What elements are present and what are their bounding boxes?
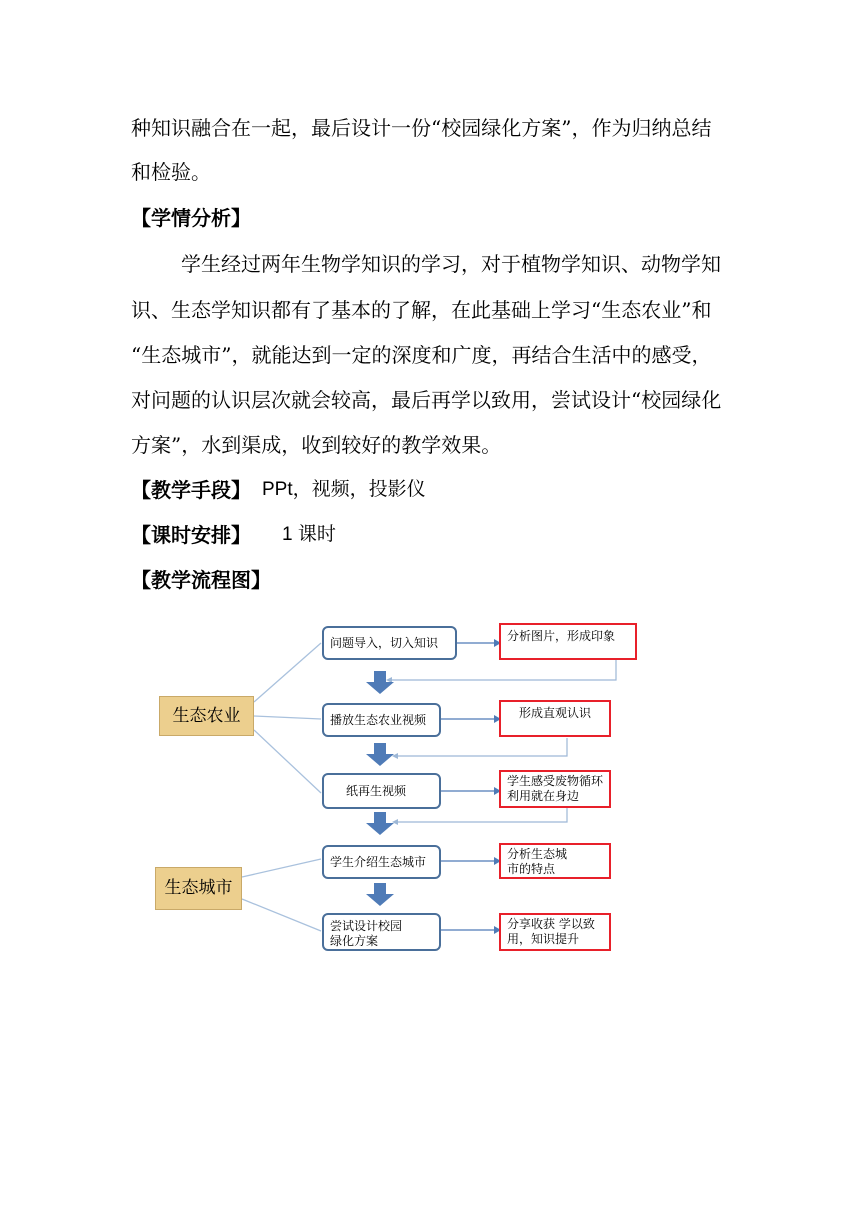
down-arrow-icon [366, 743, 394, 766]
arrowhead-icon [392, 753, 398, 759]
flow-outcome-5: 分享收获 学以致用，知识提升 [499, 913, 611, 951]
connector-line [254, 730, 321, 793]
flow-outcome-4: 分析生态城市的特点 [499, 843, 611, 879]
feedback-line [392, 660, 616, 680]
category-eco-agriculture: 生态农业 [159, 696, 254, 736]
analysis-line-1: 学生经过两年生物学知识的学习，对于植物学知识、动物学知 [181, 252, 721, 276]
schedule-value: 1 课时 [282, 524, 336, 545]
connector-line [254, 716, 321, 719]
intro-line-2: 和检验。 [131, 160, 211, 184]
flow-step-5: 尝试设计校园绿化方案 [322, 913, 441, 951]
category-eco-city: 生态城市 [155, 867, 242, 910]
arrowhead-icon [386, 677, 392, 683]
analysis-line-4: 对问题的认识层次就会较高，最后再学以致用，尝试设计“校园绿化 [131, 388, 722, 412]
arrowhead-icon [392, 819, 398, 825]
flow-step-4: 学生介绍生态城市 [322, 845, 441, 879]
analysis-heading: 【学情分析】 [131, 206, 251, 230]
flow-step-3: 纸再生视频 [322, 773, 441, 809]
feedback-line [398, 808, 567, 822]
down-arrow-icon [366, 671, 394, 694]
flow-outcome-3: 学生感受废物循环利用就在身边 [499, 770, 611, 808]
down-arrow-icon [366, 812, 394, 835]
down-arrow-icon [366, 883, 394, 906]
analysis-line-2: 识、生态学知识都有了基本的了解，在此基础上学习“生态农业”和 [131, 298, 712, 322]
feedback-line [398, 738, 567, 756]
analysis-line-5: 方案”，水到渠成，收到较好的教学效果。 [131, 433, 502, 457]
flow-outcome-1: 分析图片，形成印象 [499, 623, 637, 660]
flow-step-2: 播放生态农业视频 [322, 703, 441, 737]
schedule-heading: 【课时安排】 [131, 523, 251, 547]
flow-step-1: 问题导入，切入知识 [322, 626, 457, 660]
connector-line [242, 859, 321, 877]
connector-line [254, 643, 321, 702]
means-heading: 【教学手段】 [131, 478, 251, 502]
flow-outcome-2: 形成直观认识 [499, 700, 611, 737]
connector-line [242, 899, 321, 931]
means-value: PPt，视频，投影仪 [262, 479, 426, 500]
flowchart-heading: 【教学流程图】 [131, 568, 271, 592]
intro-line-1: 种知识融合在一起，最后设计一份“校园绿化方案”，作为归纳总结 [131, 116, 712, 140]
analysis-line-3: “生态城市”，就能达到一定的深度和广度，再结合生活中的感受， [131, 343, 712, 367]
